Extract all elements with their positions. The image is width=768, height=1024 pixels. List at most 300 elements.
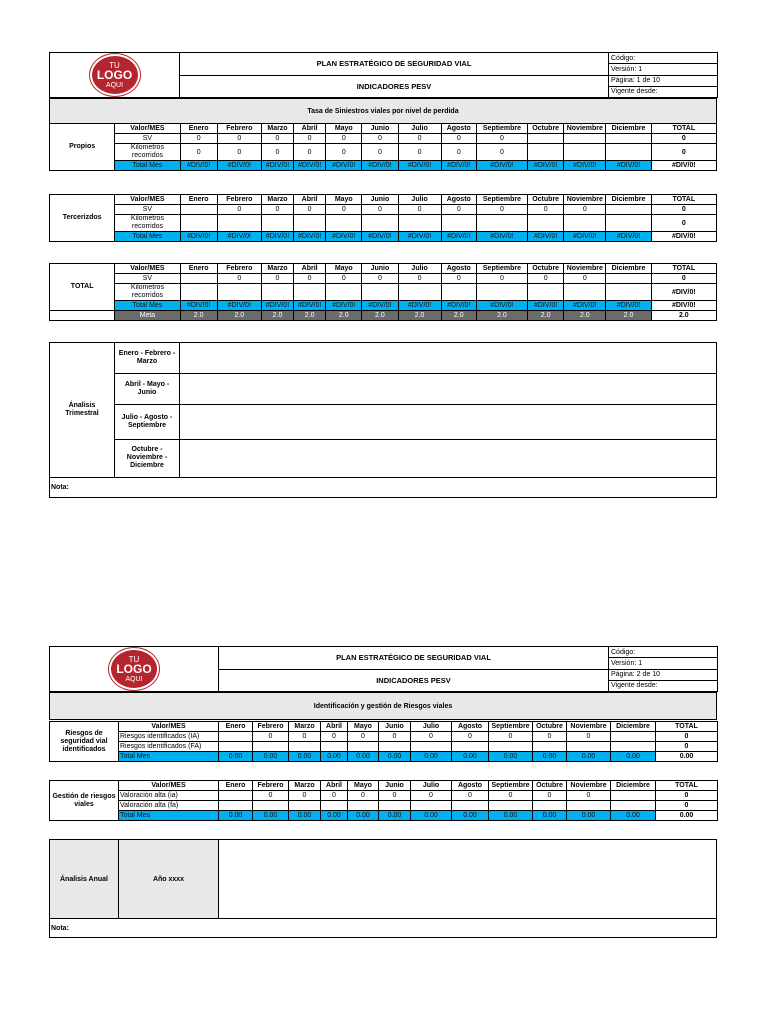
quarter-4-input[interactable] [180,439,717,477]
month-cell[interactable] [217,284,261,301]
month-cell[interactable]: 0.00 [533,752,567,762]
col-month: Mayo [348,781,379,791]
col-month: Agosto [452,722,489,732]
indicator-table [49,123,717,171]
month-cell[interactable]: #DIV/0! [294,232,326,242]
month-cell[interactable] [180,274,217,284]
month-cell[interactable]: 0 [326,274,362,284]
col-month: Agosto [452,781,489,791]
col-valor-mes: Valor/MES [115,124,180,134]
annual-analysis [49,839,717,938]
table-row [50,161,717,171]
month-cell[interactable]: 0 [180,144,217,161]
month-cell[interactable] [219,801,253,811]
month-cell[interactable]: #DIV/0! [564,232,606,242]
block-label: Tercerizdos [50,195,115,242]
month-cell[interactable] [379,742,411,752]
month-cell[interactable]: #DIV/0! [528,161,564,171]
month-cell[interactable]: 0.00 [379,752,411,762]
month-cell[interactable]: 2.0 [362,311,398,321]
month-cell[interactable] [476,284,527,301]
month-cell[interactable]: 2.0 [398,311,441,321]
month-cell[interactable] [219,732,253,742]
month-cell[interactable]: 0 [398,144,441,161]
month-cell[interactable]: #DIV/0! [326,301,362,311]
month-cell[interactable]: 0.00 [452,811,489,821]
col-total: TOTAL [651,195,716,205]
row-label: Valoración alta (fa) [119,801,219,811]
month-cell[interactable]: 0 [261,274,293,284]
month-cell[interactable]: 2.0 [606,311,651,321]
col-month: Junio [362,264,398,274]
month-cell[interactable]: #DIV/0! [398,301,441,311]
month-cell[interactable]: 0 [567,732,611,742]
col-month: Diciembre [611,781,656,791]
month-cell[interactable]: 2.0 [528,311,564,321]
month-cell[interactable] [294,215,326,232]
month-cell[interactable] [606,134,651,144]
month-cell[interactable]: #DIV/0! [261,301,293,311]
month-cell[interactable]: 0 [321,791,348,801]
month-cell[interactable]: 0 [441,205,476,215]
month-cell[interactable]: #DIV/0! [441,232,476,242]
month-cell[interactable]: #DIV/0! [180,232,217,242]
month-cell[interactable]: 0 [528,205,564,215]
month-cell[interactable] [528,284,564,301]
col-month: Noviembre [564,195,606,205]
month-cell[interactable]: 0 [326,144,362,161]
month-cell[interactable]: 0 [379,791,411,801]
logo-cell [50,53,180,98]
month-cell[interactable]: #DIV/0! [441,301,476,311]
month-cell[interactable]: 0.00 [253,752,289,762]
month-cell[interactable] [533,801,567,811]
col-month: Junio [362,124,398,134]
total-cell: #DIV/0! [651,301,716,311]
month-cell[interactable]: #DIV/0! [528,301,564,311]
month-cell[interactable] [362,215,398,232]
quarterly-analysis [49,342,717,498]
month-cell[interactable]: 0 [326,205,362,215]
blank-cell [50,311,115,321]
col-month: Febrero [217,195,261,205]
month-cell[interactable] [411,801,452,811]
col-month: Abril [294,124,326,134]
month-cell[interactable]: 0 [294,205,326,215]
pagina-label: Página: 1 de 10 [609,75,718,86]
annual-analysis-input[interactable] [219,840,717,919]
row-label: Kilometros recorridos [115,215,180,232]
month-cell[interactable] [564,144,606,161]
quarter-3: Julio - Agosto - Septiembre [115,405,180,439]
month-cell[interactable]: 0 [348,791,379,801]
section-title-row [49,98,717,124]
month-cell[interactable] [348,801,379,811]
row-label: Total Mes [115,161,180,171]
table-row [50,752,718,762]
total-cell: 0 [651,134,716,144]
month-cell[interactable]: 0 [217,274,261,284]
month-cell[interactable]: 0 [289,732,321,742]
month-cell[interactable]: 0 [476,144,527,161]
pagina-label-2: Página: 2 de 10 [609,669,718,680]
month-cell[interactable] [294,284,326,301]
month-cell[interactable] [398,284,441,301]
month-cell[interactable]: 0.00 [567,752,611,762]
month-cell[interactable]: 0.00 [348,811,379,821]
month-cell[interactable] [606,284,651,301]
table-row [50,284,717,301]
month-cell[interactable]: #DIV/0! [261,161,293,171]
month-cell[interactable]: 0 [398,274,441,284]
month-cell[interactable]: #DIV/0! [326,161,362,171]
total-cell: 0 [651,205,716,215]
month-cell[interactable]: #DIV/0! [217,301,261,311]
table-row [50,134,717,144]
month-cell[interactable]: 2.0 [217,311,261,321]
month-cell[interactable] [567,801,611,811]
table-row [50,215,717,232]
annual-analysis-label: Ánalisis Anual [50,840,119,919]
month-cell[interactable] [528,144,564,161]
month-cell[interactable]: 2.0 [441,311,476,321]
indicators-title-2: INDICADORES PESV [219,669,609,692]
month-cell[interactable]: 0 [411,732,452,742]
month-cell[interactable] [289,801,321,811]
col-total: TOTAL [656,722,718,732]
month-cell[interactable]: 0 [441,274,476,284]
month-cell[interactable]: #DIV/0! [294,161,326,171]
month-cell[interactable]: 0.00 [533,811,567,821]
col-month: Marzo [261,124,293,134]
total-cell: 0 [651,144,716,161]
total-cell: 0.00 [656,811,718,821]
row-label: Total Mes [119,752,219,762]
col-month: Mayo [326,124,362,134]
month-cell[interactable]: 0 [294,144,326,161]
month-cell[interactable] [261,284,293,301]
month-cell[interactable] [379,801,411,811]
month-cell[interactable] [321,801,348,811]
col-month: Marzo [261,264,293,274]
month-cell[interactable]: 0 [476,134,527,144]
month-cell[interactable] [326,284,362,301]
month-cell[interactable]: #DIV/0! [294,301,326,311]
month-cell[interactable] [489,801,533,811]
month-cell[interactable]: #DIV/0! [564,161,606,171]
month-cell[interactable]: #DIV/0! [362,232,398,242]
month-cell[interactable]: #DIV/0! [476,301,527,311]
month-cell[interactable]: 0.00 [379,811,411,821]
month-cell[interactable] [606,144,651,161]
month-cell[interactable]: 0 [398,205,441,215]
col-month: Febrero [253,722,289,732]
month-cell[interactable] [326,215,362,232]
month-cell[interactable] [606,215,651,232]
month-cell[interactable] [564,134,606,144]
section-title-row-2 [49,692,717,720]
month-cell[interactable]: 0 [489,791,533,801]
version-label: Versión: 1 [609,64,718,75]
col-month: Mayo [326,264,362,274]
month-cell[interactable]: 0 [261,144,293,161]
col-month: Octubre [528,124,564,134]
month-cell[interactable]: 2.0 [261,311,293,321]
month-cell[interactable]: #DIV/0! [564,301,606,311]
month-cell[interactable]: 0.00 [348,752,379,762]
col-month: Octubre [528,264,564,274]
month-cell[interactable]: 0 [476,274,527,284]
month-cell[interactable]: 0 [564,274,606,284]
month-cell[interactable]: 0.00 [452,752,489,762]
month-cell[interactable] [528,134,564,144]
month-cell[interactable]: 0.00 [489,752,533,762]
month-cell[interactable]: 0 [533,791,567,801]
month-cell[interactable] [289,742,321,752]
month-cell[interactable]: 0 [441,144,476,161]
month-cell[interactable]: 0 [321,732,348,742]
col-month: Noviembre [567,781,611,791]
col-month: Diciembre [606,264,651,274]
month-cell[interactable]: 0 [528,274,564,284]
month-cell[interactable] [261,215,293,232]
indicators-title: INDICADORES PESV [180,75,609,98]
month-cell[interactable]: #DIV/0! [326,232,362,242]
month-cell[interactable]: #DIV/0! [476,232,527,242]
month-cell[interactable] [452,742,489,752]
month-cell[interactable]: 0.00 [219,811,253,821]
month-cell[interactable] [348,742,379,752]
block-label: TOTAL [50,264,115,311]
month-cell[interactable]: 0 [411,791,452,801]
month-cell[interactable]: #DIV/0! [362,161,398,171]
col-month: Julio [411,781,452,791]
col-month: Agosto [441,124,476,134]
month-cell[interactable]: #DIV/0! [441,161,476,171]
month-cell[interactable]: #DIV/0! [476,161,527,171]
month-cell[interactable]: 0 [489,732,533,742]
col-valor-mes: Valor/MES [115,264,180,274]
month-cell[interactable] [217,215,261,232]
month-cell[interactable]: 2.0 [294,311,326,321]
table-row [50,144,717,161]
table-row [50,301,717,311]
col-month: Marzo [289,722,321,732]
month-cell[interactable]: #DIV/0! [180,161,217,171]
month-cell[interactable]: 0 [294,274,326,284]
month-cell[interactable]: 0.00 [611,752,656,762]
month-cell[interactable] [606,205,651,215]
month-cell[interactable]: 0 [379,732,411,742]
month-cell[interactable]: 0 [253,732,289,742]
month-cell[interactable] [219,791,253,801]
month-cell[interactable]: 0.00 [489,811,533,821]
month-cell[interactable]: 2.0 [476,311,527,321]
month-cell[interactable]: 2.0 [564,311,606,321]
codigo-label-2: Código: [609,647,718,658]
month-cell[interactable]: 0.00 [219,752,253,762]
month-cell[interactable]: #DIV/0! [261,232,293,242]
month-cell[interactable]: 0 [398,134,441,144]
month-cell[interactable] [441,284,476,301]
month-cell[interactable]: 0 [567,791,611,801]
col-month: Junio [379,722,411,732]
col-month: Enero [219,781,253,791]
document-header-2 [49,646,718,692]
month-cell[interactable] [611,791,656,801]
row-label: SV [115,205,180,215]
month-cell[interactable]: 2.0 [326,311,362,321]
month-cell[interactable]: 0 [289,791,321,801]
quarter-2-input[interactable] [180,374,717,405]
month-cell[interactable]: 0 [180,134,217,144]
col-month: Diciembre [606,195,651,205]
table-row [50,811,718,821]
col-month: Marzo [289,781,321,791]
col-month: Enero [180,264,217,274]
col-month: Diciembre [606,124,651,134]
row-label: Kilometros recorridos [115,284,180,301]
month-cell[interactable] [476,215,527,232]
total-cell: #DIV/0! [651,284,716,301]
month-cell[interactable] [180,205,217,215]
month-cell[interactable]: 0 [253,791,289,801]
month-cell[interactable] [411,742,452,752]
month-cell[interactable]: 0 [261,205,293,215]
month-cell[interactable]: #DIV/0! [606,161,651,171]
month-cell[interactable] [564,284,606,301]
month-cell[interactable] [180,284,217,301]
month-cell[interactable] [611,742,656,752]
total-cell: 0 [656,791,718,801]
month-cell[interactable]: 0 [362,274,398,284]
month-cell[interactable]: 0 [452,732,489,742]
month-cell[interactable] [564,215,606,232]
col-valor-mes: Valor/MES [115,195,180,205]
month-cell[interactable]: 0.00 [321,752,348,762]
col-month: Octubre [533,781,567,791]
month-cell[interactable]: 0 [564,205,606,215]
month-cell[interactable] [253,801,289,811]
month-cell[interactable]: 0 [294,134,326,144]
month-cell[interactable]: #DIV/0! [398,232,441,242]
month-cell[interactable]: 0.00 [321,811,348,821]
col-month: Junio [379,781,411,791]
month-cell[interactable]: 0 [533,732,567,742]
month-cell[interactable]: #DIV/0! [606,232,651,242]
month-cell[interactable]: 0.00 [289,752,321,762]
col-month: Julio [398,124,441,134]
month-cell[interactable] [219,742,253,752]
month-cell[interactable]: 0.00 [411,752,452,762]
row-label: Total Mes [119,811,219,821]
col-month: Abril [294,264,326,274]
month-cell[interactable] [567,742,611,752]
month-cell[interactable] [533,742,567,752]
col-month: Octubre [533,722,567,732]
month-cell[interactable]: 0 [217,205,261,215]
col-month: Julio [398,195,441,205]
indicator-table [49,194,717,242]
month-cell[interactable] [180,215,217,232]
quarter-4: Octubre - Noviembre - Diciembre [115,439,180,477]
total-cell: 2.0 [651,311,716,321]
month-cell[interactable] [362,284,398,301]
month-cell[interactable] [611,801,656,811]
plan-title-2: PLAN ESTRATÉGICO DE SEGURIDAD VIAL [219,647,609,670]
indicator-table [49,780,718,821]
table-row [50,801,718,811]
month-cell[interactable]: 0.00 [611,811,656,821]
page-2 [49,646,717,720]
quarter-2: Abril - Mayo - Junio [115,374,180,405]
month-cell[interactable]: 0.00 [289,811,321,821]
total-cell: #DIV/0! [651,161,716,171]
month-cell[interactable]: 0.00 [567,811,611,821]
month-cell[interactable]: 0 [362,144,398,161]
month-cell[interactable]: #DIV/0! [217,232,261,242]
row-label: Total Mes [115,301,180,311]
vigente-label-2: Vigente desde: [609,680,718,691]
col-total: TOTAL [651,124,716,134]
month-cell[interactable]: 0 [348,732,379,742]
month-cell[interactable] [611,732,656,742]
month-cell[interactable]: 0 [362,134,398,144]
month-cell[interactable]: #DIV/0! [180,301,217,311]
month-cell[interactable]: 0 [217,134,261,144]
month-cell[interactable] [489,742,533,752]
total-cell: 0 [651,215,716,232]
month-cell[interactable]: #DIV/0! [362,301,398,311]
month-cell[interactable]: #DIV/0! [528,232,564,242]
month-cell[interactable]: #DIV/0! [398,161,441,171]
month-cell[interactable]: 0 [261,134,293,144]
month-cell[interactable]: 0.00 [253,811,289,821]
month-cell[interactable] [452,801,489,811]
month-cell[interactable]: 0 [362,205,398,215]
month-cell[interactable] [253,742,289,752]
col-total: TOTAL [656,781,718,791]
month-cell[interactable]: 0 [326,134,362,144]
quarter-1-input[interactable] [180,343,717,374]
month-cell[interactable]: 0 [217,144,261,161]
row-label: Total Mes [115,232,180,242]
month-cell[interactable] [528,215,564,232]
month-cell[interactable]: 0 [476,205,527,215]
month-cell[interactable]: 0 [452,791,489,801]
month-cell[interactable] [606,274,651,284]
table-row [50,232,717,242]
quarter-3-input[interactable] [180,405,717,439]
month-cell[interactable]: #DIV/0! [606,301,651,311]
month-cell[interactable] [321,742,348,752]
month-cell[interactable]: 0 [441,134,476,144]
table-row [50,274,717,284]
col-month: Abril [294,195,326,205]
col-month: Septiembre [489,722,533,732]
company-logo-2: TU LOGO AQUI [111,650,157,688]
month-cell[interactable] [441,215,476,232]
month-cell[interactable]: #DIV/0! [217,161,261,171]
col-month: Febrero [217,124,261,134]
month-cell[interactable] [398,215,441,232]
total-cell: 0 [651,274,716,284]
col-month: Enero [180,195,217,205]
col-month: Mayo [348,722,379,732]
total-cell: 0 [656,801,718,811]
month-cell[interactable]: 0.00 [411,811,452,821]
month-cell[interactable]: 2.0 [180,311,217,321]
